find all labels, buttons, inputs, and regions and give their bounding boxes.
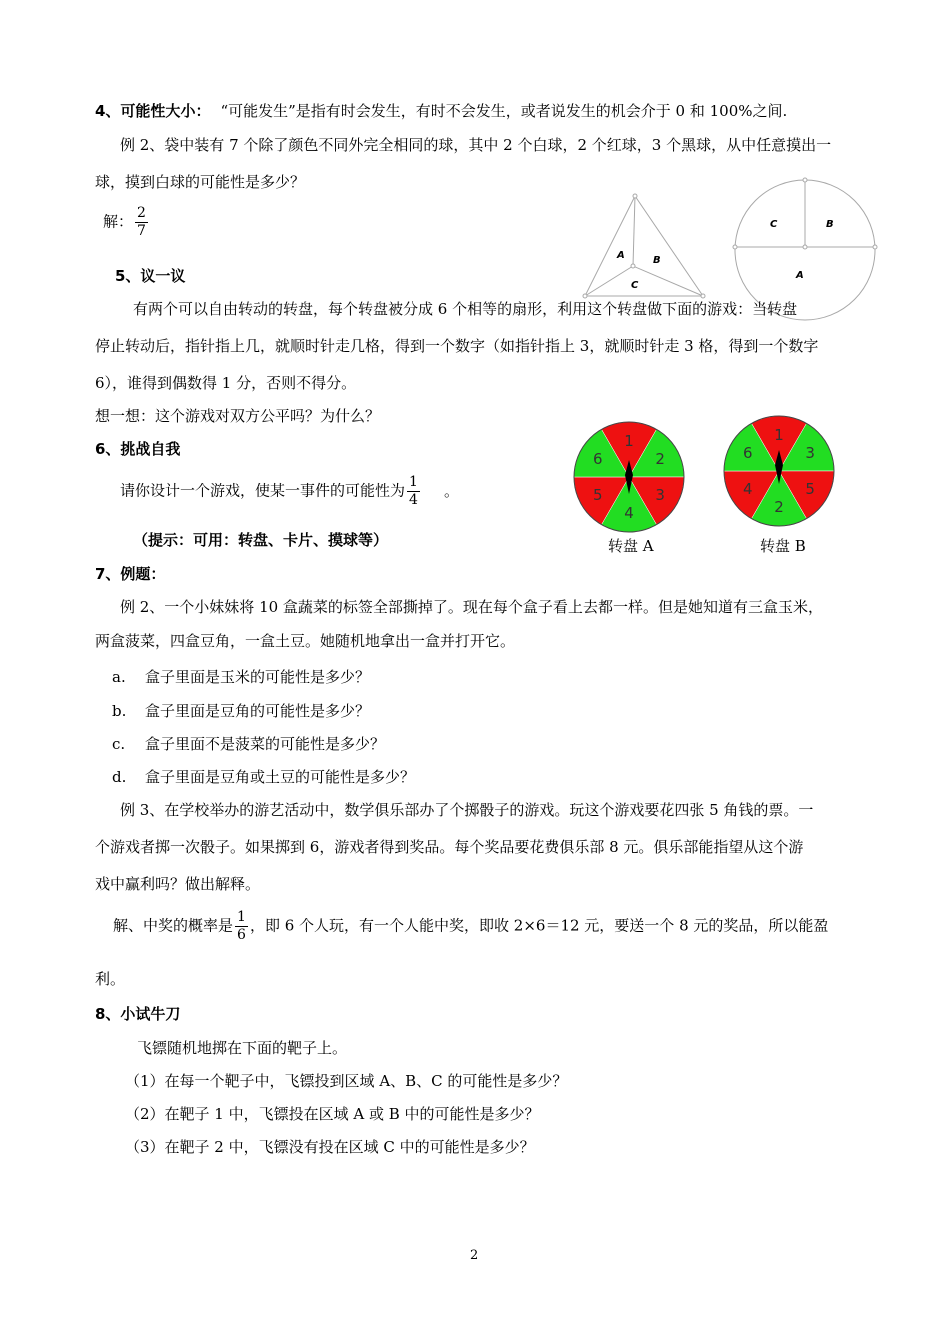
section-8-question-1: （1）在每一个靶子中，飞镖投到区域 A、B、C 的可能性是多少？ [125, 1072, 568, 1090]
example-3-solution-end: 利。 [95, 970, 126, 988]
spinner-a-number: 5 [593, 486, 603, 504]
fraction-one-sixth: $\frac{1}{6}$ [237, 909, 246, 943]
section-7-heading: 7、例题： [95, 565, 166, 583]
spinner-a-number: 3 [655, 486, 665, 504]
example-3-solution: 解、中奖的概率是 $\frac{1}{6}$ ，即 6 个人玩，有一个人能中奖，即收 2×6＝12 元，要送一个 8 元的奖品，所以能盈 [113, 909, 829, 943]
section-4 [95, 100, 787, 121]
example-3-line-1: 例 3、在学校举办的游艺活动中，数学俱乐部办了个掷骰子的游戏。玩这个游戏要花四张 5 角钱的票。一 [120, 801, 814, 819]
spinner-b-number: 1 [774, 426, 784, 444]
question-b: b. 盒子里面是豆角的可能性是多少？ [112, 702, 371, 720]
section-6-hint: （提示：可用：转盘、卡片、摸球等） [133, 531, 389, 549]
spinner-b-number: 6 [743, 444, 753, 462]
section-8-heading: 8、小试牛刀 [95, 1005, 181, 1023]
spinner-a-number: 2 [655, 450, 665, 468]
section-6-text: 请你设计一个游戏，使某一事件的可能性为 $\frac{1}{4}$ 。 [120, 474, 459, 508]
example-2-line-1: 例 2、袋中装有 7 个除了颜色不同外完全相同的球，其中 2 个白球，2 个红球，3 个黑球，从中任意摸出一 [120, 136, 832, 154]
section-4-heading: 4、可能性大小： [95, 102, 211, 120]
section-8-question-2: （2）在靶子 1 中，飞镖投在区域 A 或 B 中的可能性是多少？ [125, 1105, 540, 1123]
circle-region-a-label: A [796, 270, 804, 281]
section-5-para-line-2: 停止转动后，指针指上几，就顺时针走几格，得到一个数字（如指针指上 3，就顺时针走 3 格，得到一个数字 [95, 337, 819, 355]
section-5-heading: 5、议一议 [115, 267, 186, 285]
triangle-region-c-label: C [631, 280, 639, 291]
example-2b-line-1: 例 2、一个小妹妹将 10 盒蔬菜的标签全部撕掉了。现在每个盒子看上去都一样。但是她知道有三盒玉米， [120, 598, 823, 616]
example-2-solution [103, 205, 150, 240]
question-c: c. 盒子里面不是菠菜的可能性是多少？ [112, 735, 386, 753]
target-1-triangle [575, 190, 710, 302]
spinner-b [720, 412, 838, 530]
spinner-a-number: 4 [624, 504, 634, 522]
spinner-b-number: 3 [805, 444, 815, 462]
spinner-b-number: 5 [805, 480, 815, 498]
section-6-heading: 6、挑战自我 [95, 440, 181, 458]
triangle-region-b-label: B [653, 255, 661, 266]
fraction-two-sevenths: $\frac{2}{7}$ [137, 205, 146, 239]
spinner-a-number: 6 [593, 450, 603, 468]
circle-region-b-label: B [826, 219, 834, 230]
example-2-line-2: 球，摸到白球的可能性是多少？ [95, 173, 306, 191]
spinner-a [570, 418, 688, 536]
triangle-region-a-label: A [617, 250, 625, 261]
question-a: a. 盒子里面是玉米的可能性是多少？ [112, 668, 371, 686]
spinner-b-number: 4 [743, 480, 753, 498]
section-8-intro: 飞镖随机地掷在下面的靶子上。 [137, 1039, 348, 1057]
example-2b-line-2: 两盒菠菜，四盒豆角，一盒土豆。她随机地拿出一盒并打开它。 [95, 632, 516, 650]
section-8-question-3: （3）在靶子 2 中，飞镖没有投在区域 C 中的可能性是多少？ [125, 1138, 535, 1156]
section-5-para-line-1: 有两个可以自由转动的转盘，每个转盘被分成 6 个相等的扇形，利用这个转盘做下面的游戏：当转盘 [133, 300, 798, 318]
spinner-b-label: 转盘 B [760, 537, 806, 555]
spinner-b-number: 2 [774, 498, 784, 516]
spinner-a-label: 转盘 A [608, 537, 654, 555]
spinner-a-number: 1 [624, 432, 634, 450]
section-5-para-line-3: 6），谁得到偶数得 1 分，否则不得分。 [95, 374, 357, 392]
solution-label: 解： [103, 212, 134, 231]
example-3-line-3: 戏中赢利吗？做出解释。 [95, 875, 261, 893]
page-number: 2 [470, 1248, 479, 1263]
fraction-one-quarter: $\frac{1}{4}$ [409, 474, 418, 508]
question-d: d. 盒子里面是豆角或土豆的可能性是多少？ [112, 768, 416, 786]
section-5-think: 想一想：这个游戏对双方公平吗？为什么？ [95, 407, 381, 425]
section-4-text: “可能发生”是指有时会发生，有时不会发生，或者说发生的机会介于 0 和 100%之间. [220, 102, 788, 120]
example-3-line-2: 个游戏者掷一次骰子。如果掷到 6，游戏者得到奖品。每个奖品要花费俱乐部 8 元。俱乐部能指望从这个游 [95, 838, 804, 856]
circle-region-c-label: C [770, 219, 778, 230]
